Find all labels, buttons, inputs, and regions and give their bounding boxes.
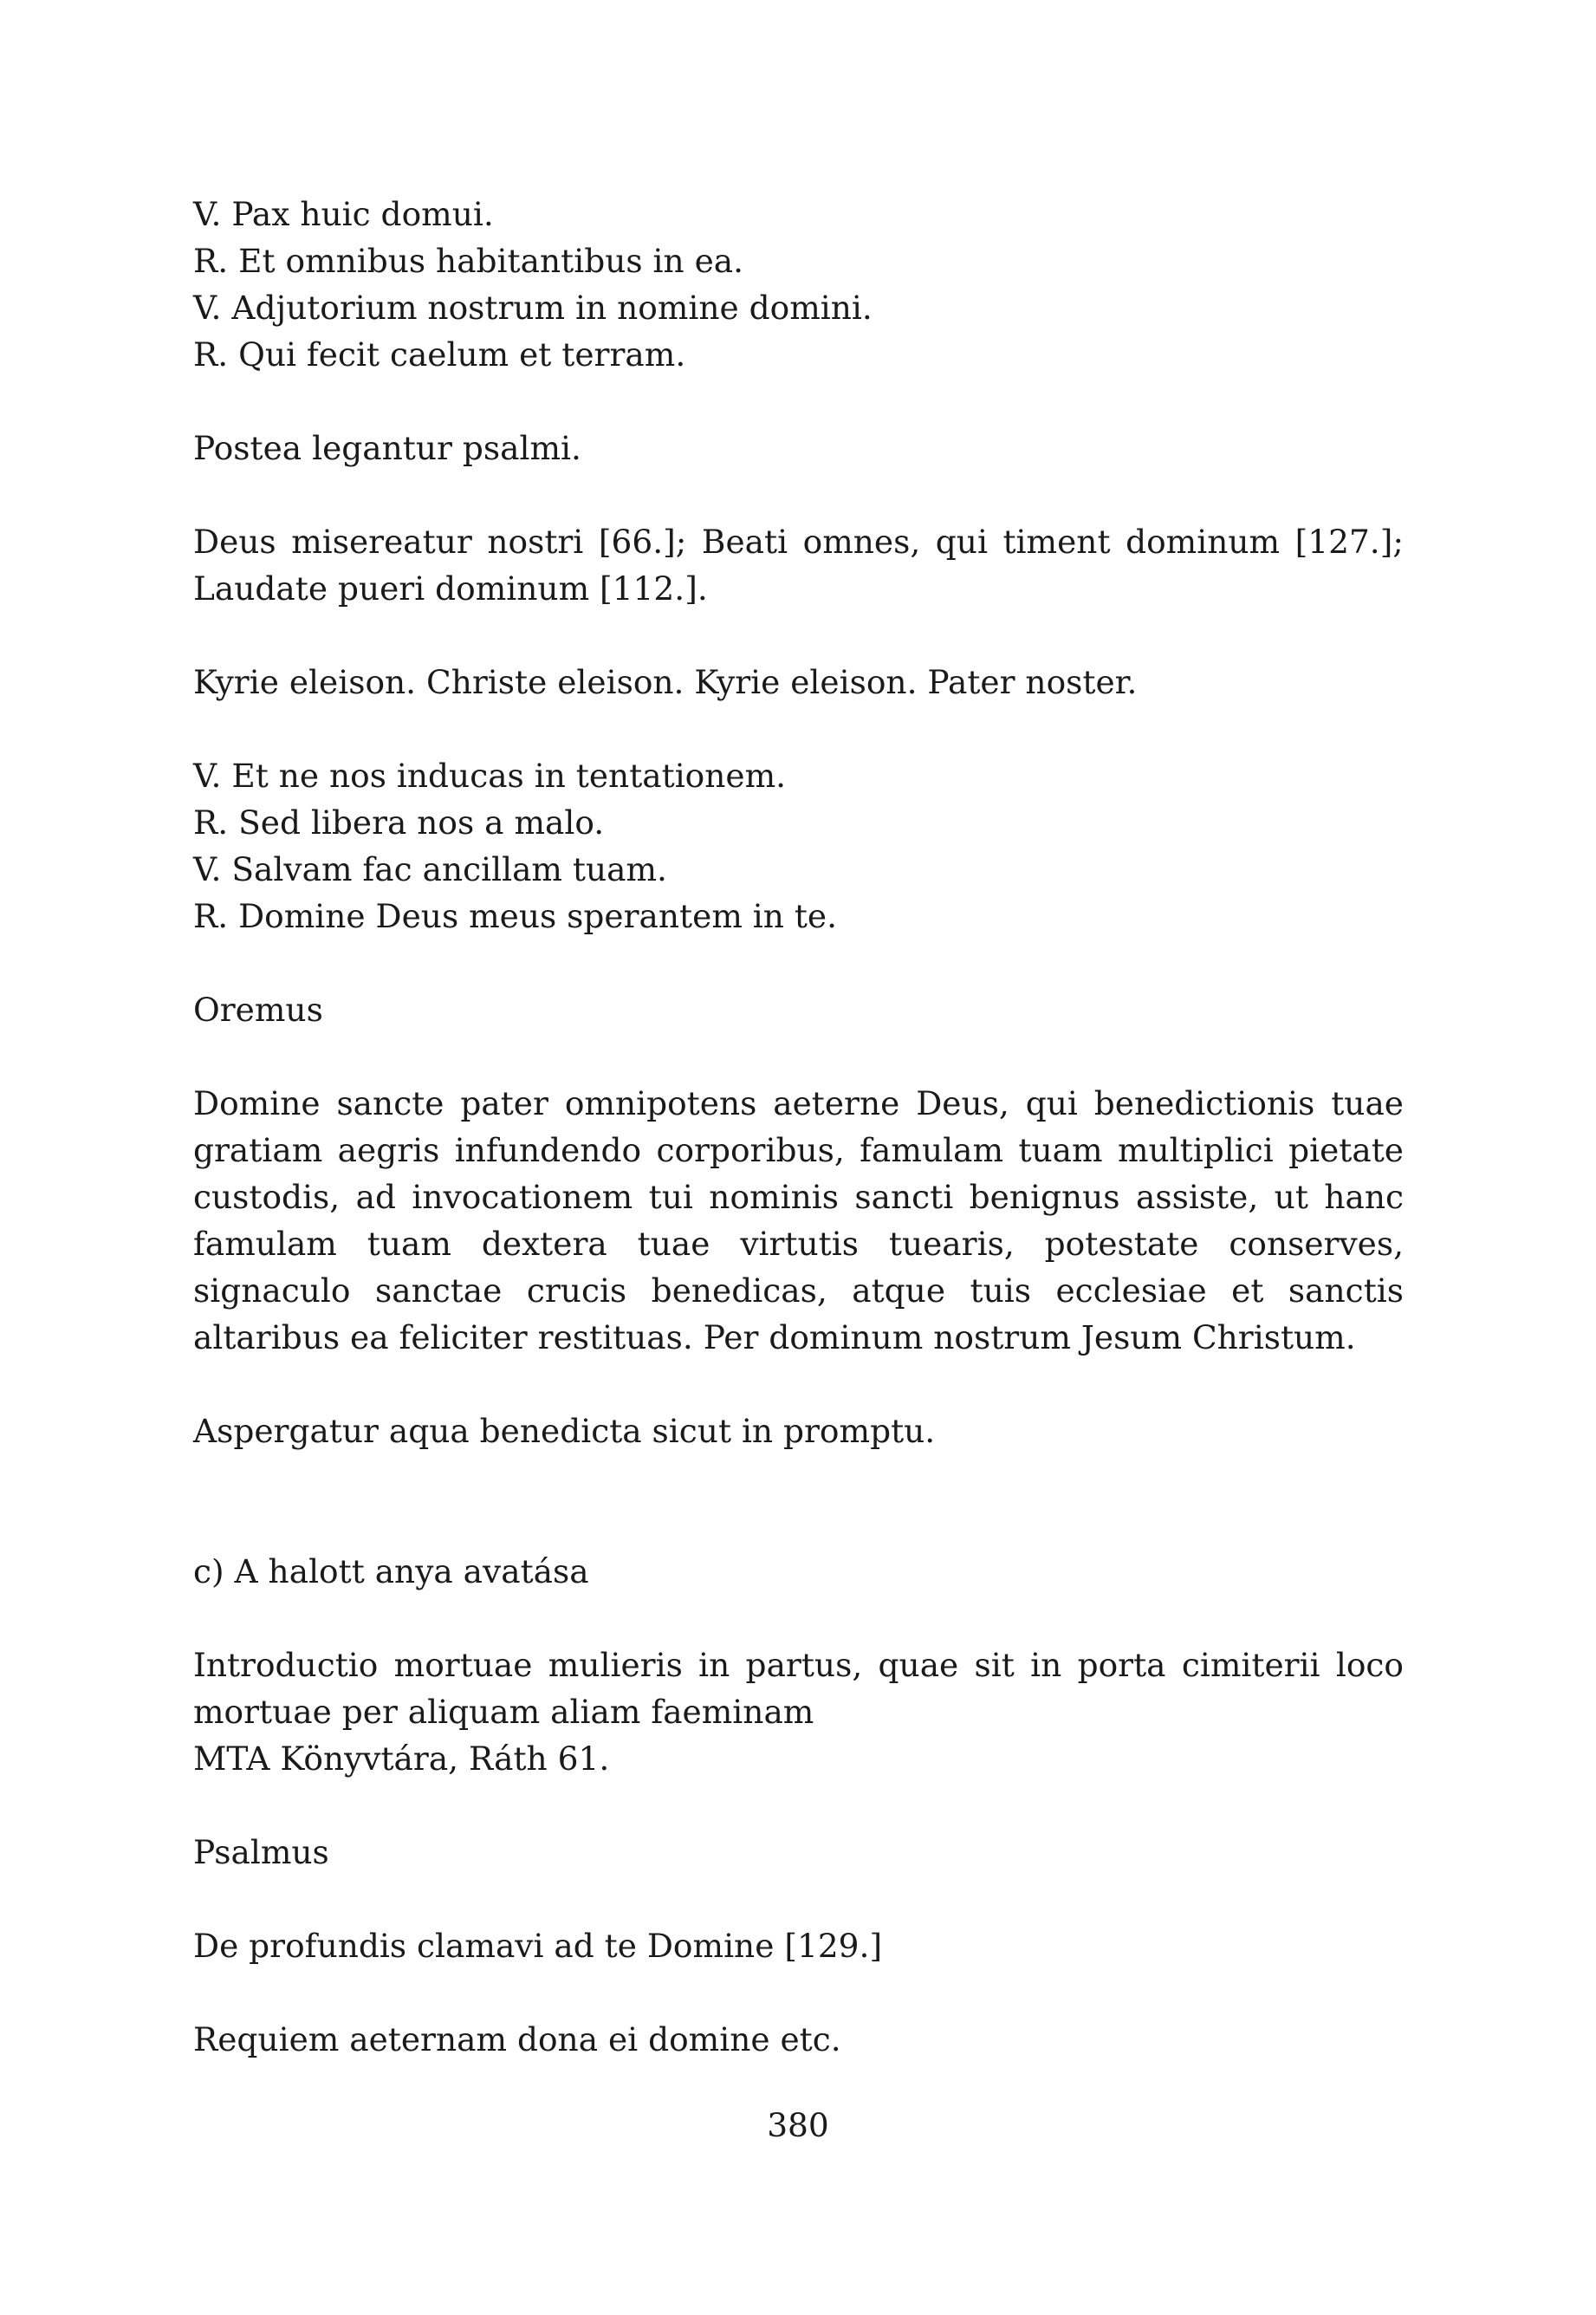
section-heading: c) A halott anya avatása: [193, 1552, 589, 1590]
introductio-paragraph: Introductio mortuae mulieris in partus, quae sit in porta cimiterii loco mortuae per aliquam aliam faeminam: [193, 1646, 1404, 1731]
versicle-line: V. Et ne nos inducas in tentationem.: [193, 757, 787, 795]
page-body: [193, 191, 1404, 2110]
introductio-block: [193, 1642, 1404, 1782]
response-line: R. Domine Deus meus sperantem in te.: [193, 897, 838, 935]
versicle-line: V. Adjutorium nostrum in nomine domini.: [193, 289, 873, 327]
kyrie-line: Kyrie eleison. Christe eleison. Kyrie eleison. Pater noster.: [193, 663, 1138, 701]
source-citation: MTA Könyvtára, Ráth 61.: [193, 1740, 610, 1778]
prayer-paragraph: Domine sancte pater omnipotens aeterne Deus, qui benedictionis tuae gratiam aegris infundendo corporibus, famulam tuam multiplici pietate custodis, ad invocationem tui nominis sancti benignus assiste, ut hanc famulam tuam dextera tuae virtutis tuearis, potestate conserves, signaculo sanctae crucis benedicas, atque tuis ecclesiae et sanctis altaribus ea feliciter restituas. Per dominum nostrum Jesum Christum.: [193, 1084, 1404, 1356]
page-number: 380: [767, 2106, 829, 2144]
response-line: R. Sed libera nos a malo.: [193, 803, 605, 842]
psalm-list-paragraph: Deus misereatur nostri [66.]; Beati omnes, qui timent dominum [127.]; Laudate pueri dominum [112.].: [193, 523, 1404, 608]
versicles-block-1: [193, 191, 1404, 378]
versicle-line: V. Salvam fac ancillam tuam.: [193, 850, 667, 888]
de-profundis-line: De profundis clamavi ad te Domine [129.]: [193, 1927, 883, 1965]
requiem-line: Requiem aeternam dona ei domine etc.: [193, 2020, 841, 2058]
psalmus-label: Psalmus: [193, 1833, 329, 1871]
versicles-block-2: [193, 752, 1404, 940]
versicle-line: V. Pax huic domui.: [193, 195, 494, 233]
response-line: R. Qui fecit caelum et terram.: [193, 335, 686, 374]
aspergatur-rubric: Aspergatur aqua benedicta sicut in promptu.: [193, 1412, 936, 1450]
response-line: R. Et omnibus habitantibus in ea.: [193, 242, 744, 280]
oremus-heading: Oremus: [193, 991, 323, 1029]
rubric-psalms: Postea legantur psalmi.: [193, 429, 581, 467]
